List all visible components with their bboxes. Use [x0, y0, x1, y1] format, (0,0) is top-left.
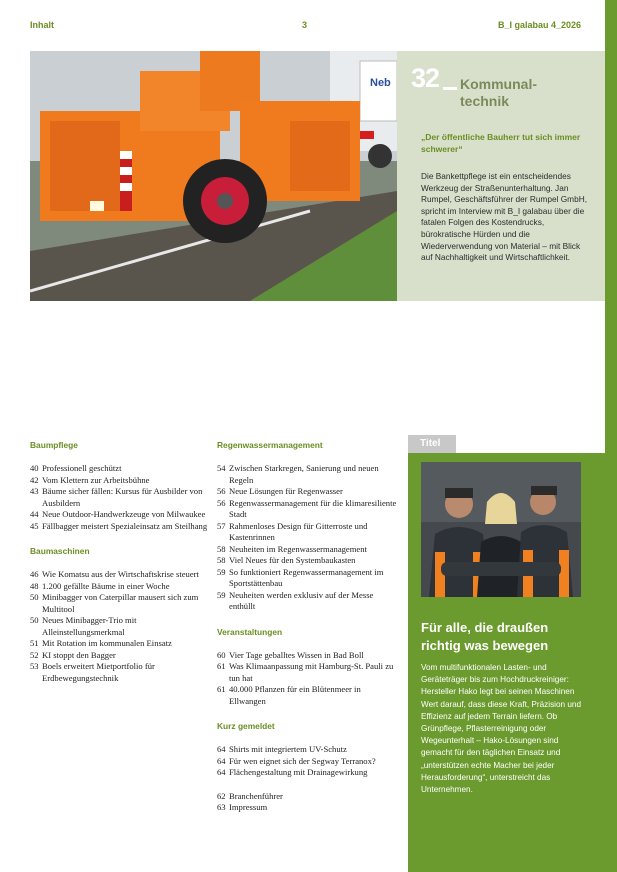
- toc-item: [217, 684, 399, 707]
- toc-item: [217, 590, 399, 613]
- toc-item: [30, 486, 210, 509]
- toc-item-page: 62: [217, 790, 226, 801]
- feature-quote: „Der öffentliche Bauherr tut sich immer schwerer“: [421, 132, 581, 154]
- toc-item-page: 50: [30, 592, 39, 602]
- list-baumaschinen: [30, 569, 210, 684]
- toc-item-page: 58: [217, 543, 226, 554]
- list-baumpflege: [30, 463, 210, 532]
- toc-item-page: 56: [217, 497, 226, 508]
- section-regenwasser: Regenwassermanagement: [217, 440, 323, 450]
- toc-item-page: 57: [217, 520, 226, 531]
- toc-item-title: Neuheiten werden exklusiv auf der Messe enthüllt: [229, 589, 374, 611]
- feature-box: [397, 51, 605, 301]
- toc-item: [217, 567, 399, 590]
- toc-item: [217, 661, 399, 684]
- toc-item-title: Vier Tage geballtes Wissen in Bad Boll: [229, 649, 364, 660]
- section-baumpflege: Baumpflege: [30, 440, 78, 450]
- toc-item-page: 63: [217, 802, 226, 812]
- tractor-illustration: [30, 51, 397, 301]
- toc-item-title: Professionell geschützt: [42, 463, 122, 473]
- toc-item: [217, 650, 399, 662]
- toc-item-page: 51: [30, 638, 39, 648]
- toc-item-title: Zwischen Starkregen, Sanierung und neuen Regeln: [229, 463, 379, 485]
- feature-number: 32: [411, 63, 440, 93]
- toc-item-title: Boels erweitert Mietportfolio für Erdbewegungstechnik: [42, 661, 155, 683]
- toc-item: [217, 767, 399, 779]
- toc-item-title: So funktioniert Regenwassermanagement im Sportstättenbau: [229, 566, 384, 588]
- feature-category: Kommunal- technik: [460, 76, 537, 109]
- toc-item-title: Neues Minibagger-Trio mit Alleinstellungsmerkmal: [42, 615, 137, 637]
- toc-item-title: Minibagger von Caterpillar mausert sich zum Multitool: [42, 592, 199, 614]
- list-extra: [217, 791, 399, 814]
- header-section: Inhalt: [30, 20, 54, 30]
- toc-item: [30, 592, 210, 615]
- toc-item-title: Rahmenloses Design für Gitterroste und Kastenrinnen: [229, 520, 368, 542]
- people-illustration: [421, 462, 581, 597]
- toc-item-page: 64: [217, 744, 226, 754]
- truck-text: Neb: [370, 77, 391, 89]
- toc-column-1: [30, 440, 210, 684]
- toc-item: [30, 463, 210, 475]
- list-regenwasser: [217, 463, 399, 613]
- toc-item-page: 59: [217, 589, 226, 600]
- hero-image: [30, 51, 397, 301]
- toc-item-title: Regenwassermanagement für die klimaresiliente Stadt: [229, 497, 397, 519]
- toc-item-title: Mit Rotation im kommunalen Einsatz: [42, 638, 172, 648]
- toc-item-title: Wie Komatsu aus der Wirtschaftskrise steuert: [42, 569, 199, 579]
- titel-headline: Für alle, die draußen richtig was bewegen: [421, 620, 549, 653]
- toc-item-page: 64: [217, 755, 226, 766]
- toc-item-page: 60: [217, 649, 226, 660]
- toc-item-page: 48: [30, 580, 39, 591]
- toc-item-title: Branchenführer: [229, 790, 283, 801]
- toc-item: [30, 509, 210, 521]
- toc-item-title: Was Klimaanpassung mit Hamburg-St. Pauli zu tun hat: [229, 661, 394, 683]
- toc-item: [30, 615, 210, 638]
- toc-item: [30, 650, 210, 662]
- toc-item-title: Viel Neues für den Systembaukasten: [229, 555, 356, 565]
- toc-item-title: Für wen eignet sich der Segway Terranox?: [229, 755, 376, 766]
- toc-item-title: Bäume sicher fällen: Kursus für Ausbilder von Ausbildern: [42, 486, 203, 508]
- toc-item-page: 56: [217, 486, 226, 496]
- toc-item-page: 54: [217, 463, 226, 473]
- toc-item: [217, 544, 399, 556]
- toc-item-page: 59: [217, 566, 226, 577]
- toc-item-title: KI stoppt den Bagger: [42, 649, 116, 660]
- section-veranstaltungen: Veranstaltungen: [217, 626, 283, 637]
- issue-label: B_I galabau 4_2026: [497, 20, 581, 30]
- toc-item-page: 44: [30, 509, 39, 519]
- toc-item: [30, 638, 210, 650]
- toc-item-page: 40: [30, 463, 39, 473]
- page-header: [30, 20, 581, 34]
- section-baumaschinen: Baumaschinen: [30, 546, 90, 556]
- toc-item-page: 53: [30, 661, 39, 671]
- toc-item: [217, 791, 399, 803]
- toc-item: [30, 581, 210, 593]
- toc-item: [30, 661, 210, 684]
- toc-item-title: Vom Klettern zur Arbeitsbühne: [42, 474, 150, 485]
- toc-item-page: 58: [217, 555, 226, 565]
- titel-body: Vom multifunktionalen Lasten- und Geräteträger bis zum Hochdruckreiniger: Hersteller Hako legt bei seinen Maschinen Wert darauf, dass diese Kraft, Präzision und Effizienz auf jedem Terrain liefern. Ob Grünpflege, Pflasterreinigung oder Wegeunterhalt – Hako-Lösungen sind gemacht für den täglichen Einsatz und „unterstützen echte Macher bei jeder Herausforderung“, unterstreicht das Unternehmen.: [421, 663, 582, 795]
- page-edge-bar: [605, 0, 617, 872]
- toc-column-2: [217, 440, 399, 814]
- toc-item-page: 46: [30, 569, 39, 579]
- toc-item-page: 61: [217, 684, 226, 694]
- feature-body: Die Bankettpflege ist ein entscheidendes Werkzeug der Straßenunterhaltung. Jan Rumpel, Geschäftsführer der Rumpel GmbH, spricht im Interview mit B_I galabau über die fatalen Folgen des Kostendrucks, bürokratische Hürden und die Wiederverwendung von Material – mit Blick auf Nachhaltigkeit und Wirtschaftlichkeit.: [421, 171, 587, 263]
- toc-item: [217, 802, 399, 814]
- toc-item-page: 50: [30, 615, 39, 625]
- toc-item-title: Fällbagger meistert Spezialeinsatz am Steilhang: [42, 520, 208, 531]
- toc-item-page: 42: [30, 474, 39, 485]
- toc-item: [217, 498, 399, 521]
- toc-item-title: Impressum: [229, 802, 268, 812]
- titel-tab: [408, 435, 456, 453]
- toc-item-page: 52: [30, 649, 39, 660]
- toc-item-title: Neue Lösungen für Regenwasser: [229, 486, 343, 496]
- toc-item: [217, 744, 399, 756]
- toc-item-title: Neue Outdoor-Handwerkzeuge von Milwaukee: [42, 509, 206, 519]
- toc-item-title: 1.200 gefällte Bäume in einer Woche: [42, 580, 170, 591]
- section-kurz: Kurz gemeldet: [217, 721, 275, 731]
- toc-item: [217, 555, 399, 567]
- toc-item: [217, 521, 399, 544]
- toc-item-title: 40.000 Pflanzen für ein Blütenmeer in Ellwangen: [229, 684, 361, 706]
- titel-tab-label: Titel: [420, 438, 441, 449]
- toc-item-page: 61: [217, 661, 226, 671]
- toc-item-title: Neuheiten im Regenwassermanagement: [229, 543, 367, 554]
- toc-item: [217, 756, 399, 768]
- toc-item: [30, 521, 210, 533]
- toc-item: [217, 463, 399, 486]
- page-number: 3: [302, 20, 308, 30]
- toc-item-title: Shirts mit integriertem UV-Schutz: [229, 744, 347, 754]
- toc-item-page: 45: [30, 520, 39, 531]
- feature-underscore: [443, 87, 457, 90]
- toc-item: [30, 569, 210, 581]
- toc-item-page: 43: [30, 486, 39, 496]
- cover-photo: [421, 462, 581, 597]
- list-veranstaltungen: [217, 650, 399, 708]
- toc-item-title: Flächengestaltung mit Drainagewirkung: [229, 767, 368, 777]
- toc-item: [217, 486, 399, 498]
- toc-item: [30, 475, 210, 487]
- list-kurz: [217, 744, 399, 779]
- toc-item-page: 64: [217, 767, 226, 777]
